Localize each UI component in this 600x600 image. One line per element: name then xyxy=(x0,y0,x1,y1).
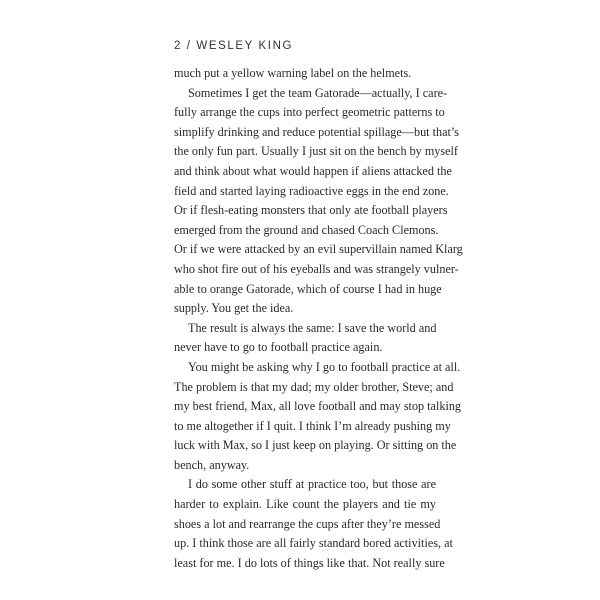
text-line: able to orange Gatorade, which of course I had in huge xyxy=(174,281,442,296)
text-line: Sometimes I get the team Gatorade—actually, I care- xyxy=(188,85,448,100)
text-line: who shot fire out of his eyeballs and was strangely vulner- xyxy=(174,261,459,276)
running-head: 2 / WESLEY KING xyxy=(174,40,294,52)
text-line: harder to explain. Like count the players and tie my xyxy=(174,497,436,512)
body-text xyxy=(174,64,463,573)
text-line: my best friend, Max, all love football and may stop talking xyxy=(174,399,462,414)
text-line: never have to go to football practice again. xyxy=(174,340,383,355)
text-line: much put a yellow warning label on the helmets. xyxy=(174,66,412,80)
text-line: The problem is that my dad; my older brother, Steve; and xyxy=(174,379,454,394)
text-line: the only fun part. Usually I just sit on the bench by myself xyxy=(174,144,458,159)
text-line: least for me. I do lots of things like that. Not really sure xyxy=(174,555,445,570)
paragraph xyxy=(174,475,453,573)
paragraph xyxy=(174,319,436,358)
text-line: You might be asking why I go to football practice at all. xyxy=(188,359,461,374)
text-line: bench, anyway. xyxy=(174,457,250,472)
paragraph xyxy=(174,358,462,476)
text-line: and think about what would happen if aliens attacked the xyxy=(174,163,452,178)
paragraph xyxy=(174,64,436,84)
text-line: simplify drinking and reduce potential spillage—but that’s xyxy=(174,124,459,139)
text-line: shoes a lot and rearrange the cups after they’re messed xyxy=(174,516,441,531)
text-line: Or if flesh-eating monsters that only ate football players xyxy=(174,203,448,218)
text-line: I do some other stuff at practice too, but those are xyxy=(188,477,436,492)
text-line: The result is always the same: I save the world and xyxy=(188,320,437,335)
text-line: to me altogether if I quit. I think I’m already pushing my xyxy=(174,418,451,433)
text-line: up. I think those are all fairly standard bored activities, at xyxy=(174,536,453,551)
text-line: Or if we were attacked by an evil supervillain named Klarg xyxy=(174,242,463,257)
paragraph xyxy=(174,84,463,319)
text-line: luck with Max, so I just keep on playing. Or sitting on the xyxy=(174,438,457,453)
text-line: field and started laying radioactive eggs in the end zone. xyxy=(174,183,449,198)
text-line: emerged from the ground and chased Coach Clemons. xyxy=(174,222,439,237)
text-line: fully arrange the cups into perfect geometric patterns to xyxy=(174,105,445,120)
text-line: supply. You get the idea. xyxy=(174,301,294,316)
